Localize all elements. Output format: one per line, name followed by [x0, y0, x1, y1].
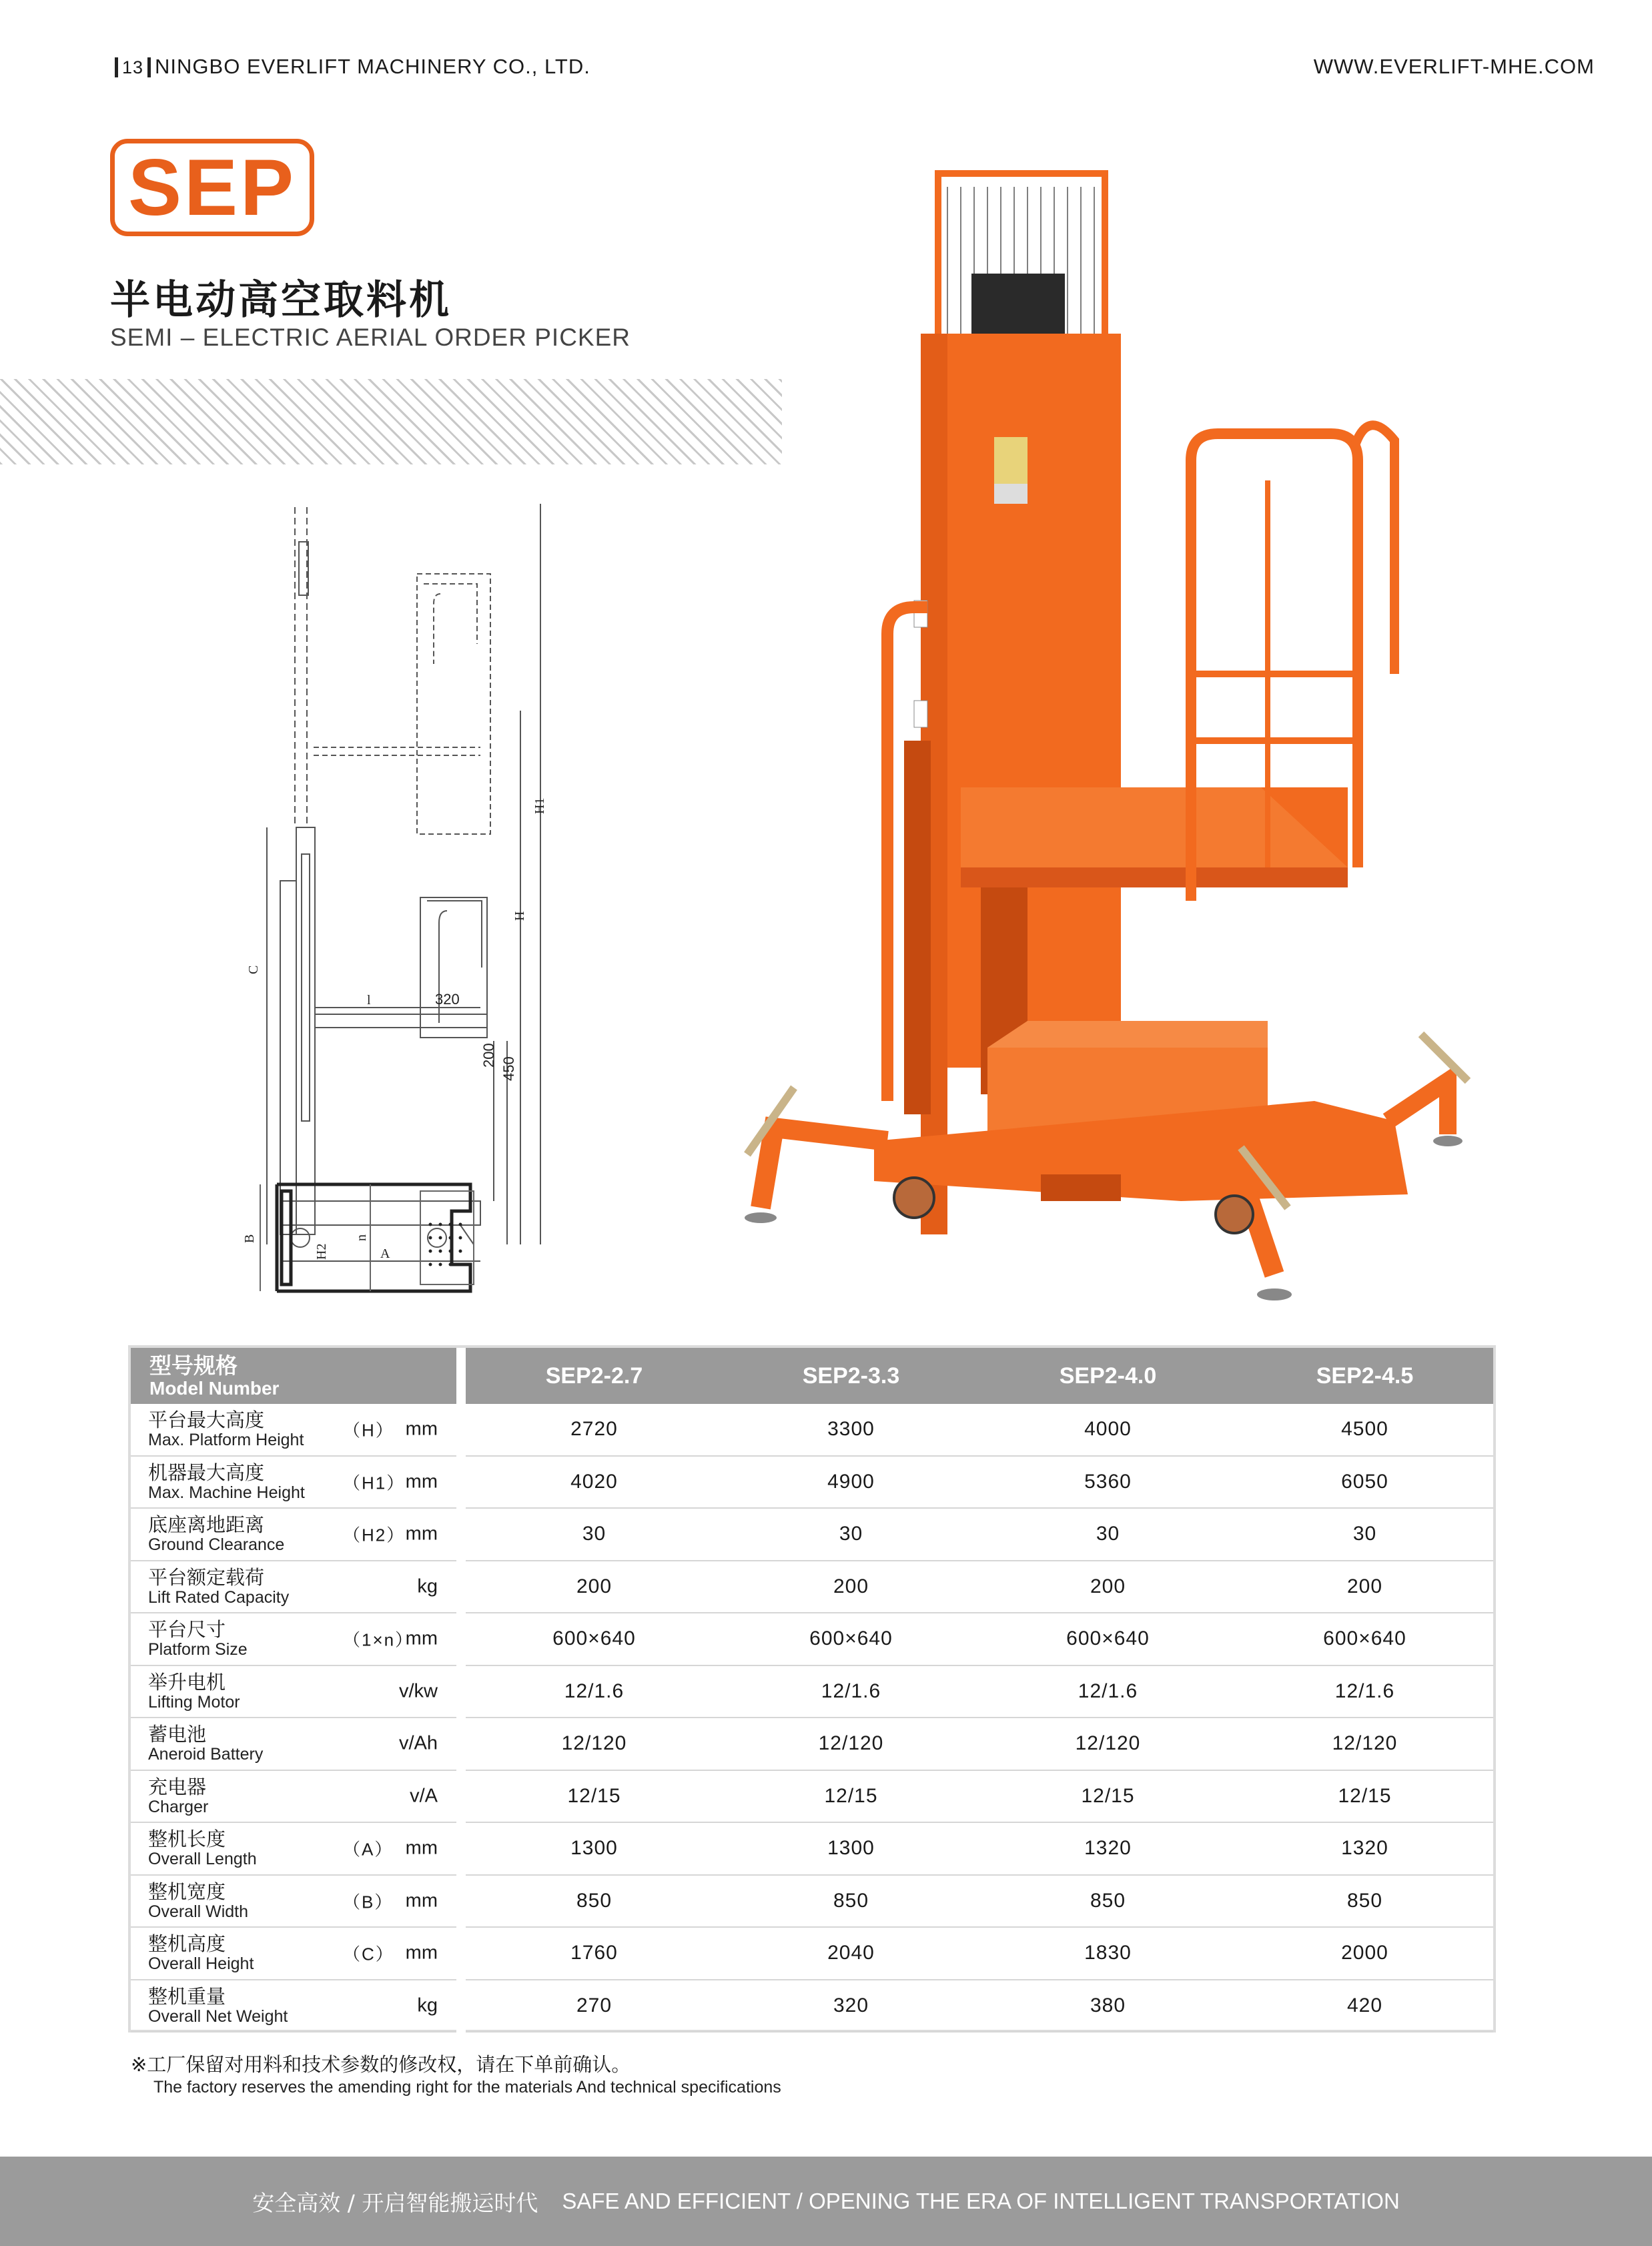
- row-gap: [456, 1561, 466, 1614]
- spec-value: 850: [723, 1876, 979, 1928]
- product-code-badge: [110, 139, 314, 236]
- spec-label-en: Platform Size: [148, 1640, 248, 1659]
- spec-label-en: Overall Height: [148, 1954, 254, 1974]
- drawing-label-200: 200: [480, 1043, 497, 1068]
- header-gap: [456, 1348, 466, 1404]
- spec-value: 4500: [1236, 1404, 1493, 1457]
- table-row: [131, 1509, 1493, 1561]
- spec-value: 320: [723, 1980, 979, 2033]
- model-header: SEP2-4.5: [1236, 1348, 1493, 1404]
- spec-unit: v/kw: [399, 1680, 438, 1702]
- spec-value: 12/120: [466, 1718, 723, 1771]
- spec-value: 4020: [466, 1457, 723, 1509]
- spec-label-cn: 整机高度: [148, 1932, 226, 1956]
- spec-value: 4900: [723, 1457, 979, 1509]
- spec-label-cn: 平台尺寸: [148, 1618, 226, 1641]
- spec-label-en: Lifting Motor: [148, 1692, 240, 1712]
- spec-header-label: [131, 1348, 456, 1404]
- spec-value: 12/1.6: [1236, 1666, 1493, 1719]
- product-photo: [714, 167, 1488, 1315]
- spec-value: 600×640: [1236, 1613, 1493, 1666]
- spec-label-en: Overall Length: [148, 1850, 257, 1869]
- page-number: 13: [115, 57, 151, 77]
- spec-value: 12/15: [466, 1771, 723, 1824]
- spec-unit: mm: [405, 1890, 438, 1912]
- table-row: [131, 1666, 1493, 1719]
- spec-value: 1320: [979, 1823, 1236, 1876]
- spec-value: 200: [723, 1561, 979, 1614]
- spec-row-label: [131, 1980, 456, 2033]
- spec-header-cn: 型号规格: [149, 1353, 238, 1379]
- row-gap: [456, 1771, 466, 1824]
- drawing-label-h: H: [512, 911, 527, 921]
- model-header: SEP2-4.0: [979, 1348, 1236, 1404]
- spec-value: 12/120: [1236, 1718, 1493, 1771]
- footer-slogan-cn: 安全高效 / 开启智能搬运时代: [252, 2189, 538, 2216]
- spec-value: 30: [1236, 1509, 1493, 1561]
- spec-unit: mm: [405, 1837, 438, 1859]
- spec-symbol: （H）: [343, 1420, 394, 1441]
- table-row: [131, 1876, 1493, 1928]
- spec-label-en: Max. Platform Height: [148, 1431, 304, 1450]
- table-row: [131, 1823, 1493, 1876]
- spec-value: 30: [979, 1509, 1236, 1561]
- spec-row-label: [131, 1876, 456, 1928]
- row-gap: [456, 1928, 466, 1980]
- spec-label-en: Lift Rated Capacity: [148, 1587, 290, 1607]
- spec-row-label: [131, 1718, 456, 1771]
- company-name: NINGBO EVERLIFT MACHINERY CO., LTD.: [155, 55, 590, 78]
- spec-label-cn: 整机长度: [148, 1828, 226, 1851]
- row-gap: [456, 1876, 466, 1928]
- spec-label-cn: 平台额定载荷: [148, 1565, 265, 1589]
- row-gap: [456, 1509, 466, 1561]
- spec-value: 30: [466, 1509, 723, 1561]
- spec-unit: mm: [405, 1418, 438, 1440]
- spec-value: 6050: [1236, 1457, 1493, 1509]
- spec-value: 12/120: [979, 1718, 1236, 1771]
- drawing-label-450: 450: [500, 1056, 517, 1081]
- spec-value: 850: [979, 1876, 1236, 1928]
- spec-unit: v/Ah: [398, 1732, 438, 1754]
- spec-value: 5360: [979, 1457, 1236, 1509]
- spec-label-en: Charger: [148, 1797, 209, 1816]
- footer-bar: [0, 2157, 1652, 2246]
- spec-label-cn: 机器最大高度: [148, 1461, 265, 1484]
- spec-table: [131, 1348, 1493, 2032]
- table-row: [131, 1718, 1493, 1771]
- spec-value: 600×640: [723, 1613, 979, 1666]
- spec-row-label: [131, 1928, 456, 1980]
- note-cn: ※工厂保留对用料和技术参数的修改权，请在下单前确认。: [131, 2053, 631, 2076]
- drawing-label-320: 320: [435, 991, 460, 1008]
- table-row: [131, 1771, 1493, 1824]
- drawing-label-c: C: [246, 965, 261, 974]
- spec-header-en: Model Number: [149, 1378, 280, 1399]
- drawing-label-l: l: [367, 993, 371, 1008]
- plan-label-b: B: [242, 1234, 257, 1243]
- table-row: [131, 1457, 1493, 1509]
- spec-table-container: [128, 1345, 1496, 2032]
- drawing-label-a: A: [380, 1246, 390, 1261]
- spec-row-label: [131, 1509, 456, 1561]
- spec-table-body: [131, 1404, 1493, 2032]
- hatch-divider: [0, 379, 782, 464]
- spec-symbol: （A）: [343, 1839, 394, 1860]
- spec-row-label: [131, 1823, 456, 1876]
- product-code: SEP: [127, 143, 297, 232]
- spec-value: 600×640: [466, 1613, 723, 1666]
- spec-row-label: [131, 1457, 456, 1509]
- note-en: The factory reserves the amending right for the materials And technical specifications: [153, 2078, 781, 2097]
- model-header: SEP2-3.3: [723, 1348, 979, 1404]
- spec-label-cn: 蓄电池: [148, 1723, 207, 1746]
- spec-value: 12/1.6: [979, 1666, 1236, 1719]
- spec-symbol: （1×n）: [343, 1629, 414, 1650]
- spec-label-cn: 整机重量: [148, 1984, 226, 2008]
- spec-value: 200: [1236, 1561, 1493, 1614]
- row-gap: [456, 1404, 466, 1457]
- spec-label-en: Overall Width: [148, 1902, 249, 1921]
- spec-label-en: Ground Clearance: [148, 1535, 285, 1555]
- spec-value: 1300: [723, 1823, 979, 1876]
- spec-value: 12/1.6: [723, 1666, 979, 1719]
- page-header-left: [115, 55, 590, 79]
- spec-label-cn: 底座离地距离: [148, 1513, 265, 1537]
- spec-row-label: [131, 1666, 456, 1719]
- spec-value: 850: [1236, 1876, 1493, 1928]
- spec-symbol: （C）: [343, 1944, 394, 1964]
- spec-label-cn: 整机宽度: [148, 1880, 226, 1903]
- spec-value: 1300: [466, 1823, 723, 1876]
- spec-value: 2720: [466, 1404, 723, 1457]
- spec-row-label: [131, 1771, 456, 1824]
- row-gap: [456, 1613, 466, 1666]
- spec-unit: kg: [417, 1575, 438, 1597]
- product-title-en: SEMI – ELECTRIC AERIAL ORDER PICKER: [110, 324, 631, 351]
- spec-label-cn: 平台最大高度: [148, 1409, 265, 1432]
- row-gap: [456, 1666, 466, 1719]
- spec-value: 1830: [979, 1928, 1236, 1980]
- spec-value: 600×640: [979, 1613, 1236, 1666]
- row-gap: [456, 1457, 466, 1509]
- row-gap: [456, 1823, 466, 1876]
- spec-value: 2000: [1236, 1928, 1493, 1980]
- spec-value: 12/15: [723, 1771, 979, 1824]
- spec-value: 850: [466, 1876, 723, 1928]
- footer-slogan-en: SAFE AND EFFICIENT / OPENING THE ERA OF INTELLIGENT TRANSPORTATION: [562, 2189, 1400, 2213]
- table-row: [131, 1613, 1493, 1666]
- spec-value: 12/120: [723, 1718, 979, 1771]
- spec-value: 30: [723, 1509, 979, 1561]
- plan-view-drawing: [240, 1171, 507, 1304]
- spec-value: 380: [979, 1980, 1236, 2033]
- drawing-label-h2: H2: [314, 1243, 329, 1260]
- model-header: SEP2-2.7: [466, 1348, 723, 1404]
- spec-value: 420: [1236, 1980, 1493, 2033]
- spec-symbol: （H2）: [343, 1525, 406, 1545]
- spec-label-en: Aneroid Battery: [148, 1745, 264, 1764]
- spec-unit: v/A: [410, 1785, 438, 1807]
- spec-symbol: （H1）: [343, 1473, 406, 1493]
- spec-value: 2040: [723, 1928, 979, 1980]
- spec-unit: mm: [405, 1471, 438, 1493]
- spec-value: 12/15: [1236, 1771, 1493, 1824]
- table-row: [131, 1561, 1493, 1614]
- spec-value: 4000: [979, 1404, 1236, 1457]
- spec-row-label: [131, 1404, 456, 1457]
- spec-value: 12/15: [979, 1771, 1236, 1824]
- spec-label-en: Max. Machine Height: [148, 1483, 305, 1502]
- spec-label-cn: 充电器: [148, 1775, 207, 1798]
- spec-unit: mm: [405, 1627, 438, 1649]
- table-row: [131, 1928, 1493, 1980]
- spec-label-en: Overall Net Weight: [148, 2006, 288, 2026]
- spec-value: 270: [466, 1980, 723, 2033]
- spec-row-label: [131, 1561, 456, 1614]
- row-gap: [456, 1718, 466, 1771]
- spec-value: 1320: [1236, 1823, 1493, 1876]
- drawing-label-h1: H1: [532, 797, 547, 814]
- spec-value: 3300: [723, 1404, 979, 1457]
- plan-label-n: n: [354, 1234, 369, 1241]
- spec-value: 1760: [466, 1928, 723, 1980]
- row-gap: [456, 1980, 466, 2033]
- spec-unit: mm: [405, 1942, 438, 1964]
- table-row: [131, 1404, 1493, 1457]
- spec-value: 12/1.6: [466, 1666, 723, 1719]
- spec-value: 200: [979, 1561, 1236, 1614]
- spec-symbol: （B）: [343, 1892, 394, 1912]
- spec-value: 200: [466, 1561, 723, 1614]
- spec-unit: mm: [405, 1523, 438, 1545]
- spec-row-label: [131, 1613, 456, 1666]
- spec-label-cn: 举升电机: [148, 1670, 226, 1694]
- website-url[interactable]: WWW.EVERLIFT-MHE.COM: [1313, 55, 1595, 78]
- product-title-cn: 半电动高空取料机: [110, 277, 452, 324]
- table-row: [131, 1980, 1493, 2033]
- spec-unit: kg: [417, 1994, 438, 2016]
